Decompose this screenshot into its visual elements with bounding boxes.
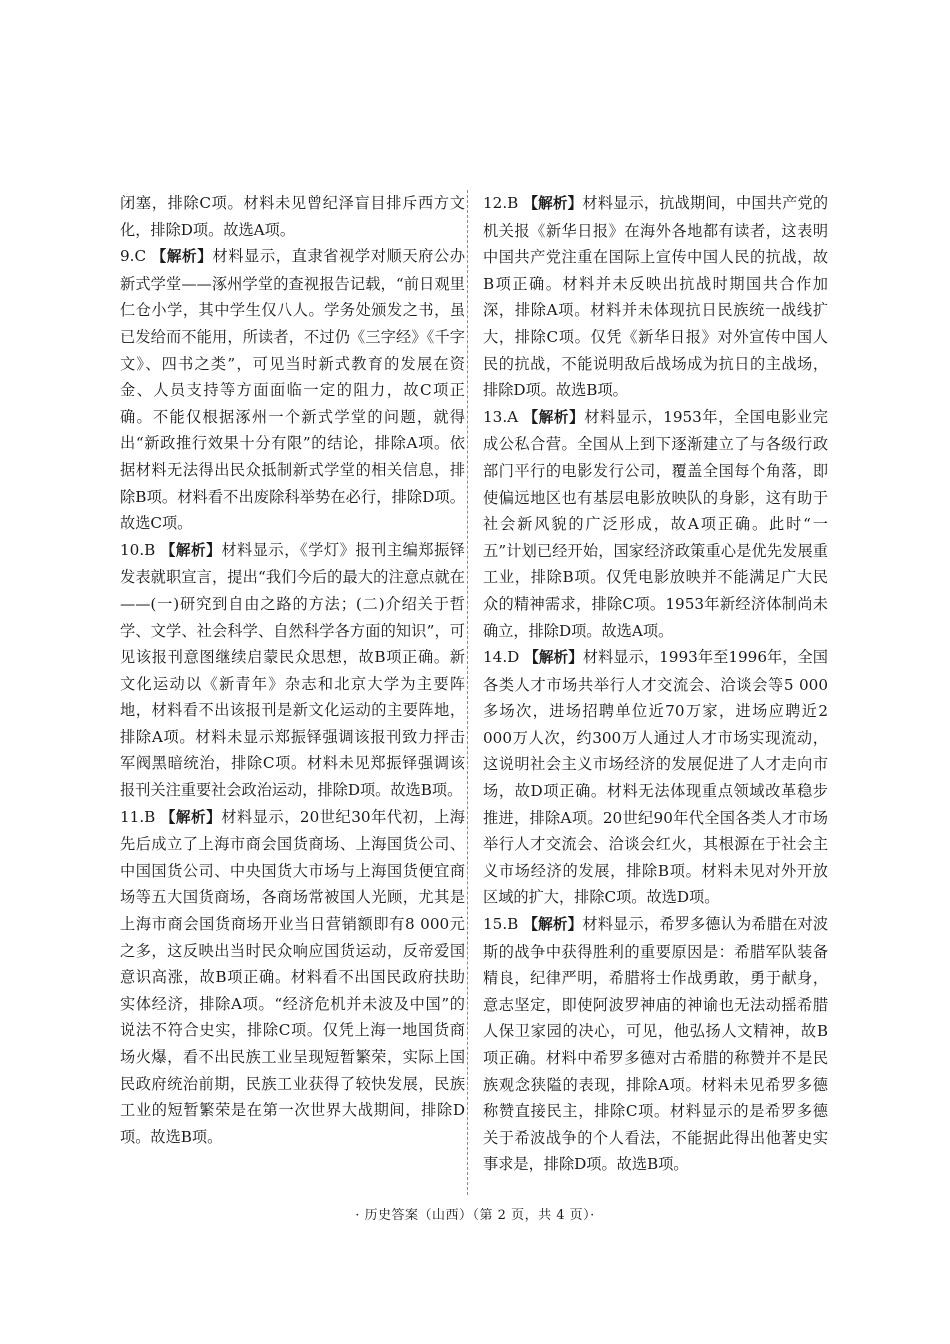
answer-text: 材料显示，1993年至1996年，全国各类人才市场共举行人才交流会、洽谈会等5 000多场次，进场招聘单位近70万家，进场应聘近2 000万人次，约300万人通过人才市场实现流动，这说明社会主义市场经济的发展促进了人才走向市场，故D项正确。材料无法体现重点领域改革稳步推进，排除A项。20世纪90年代全国各类人才市场举行人才交流会、洽谈会红火，其根源在于社会主义市场经济的发展，排除B项。材料未见对外开放区域的扩大，排除C项。故选D项。 xyxy=(483,648,828,907)
answer-item-12 xyxy=(483,190,828,404)
answer-item-9 xyxy=(120,243,465,537)
right-column xyxy=(483,190,828,1178)
answer-number: 14.D xyxy=(483,648,520,667)
answer-number: 12.B xyxy=(483,194,519,212)
analysis-tag: 【解析】 xyxy=(160,541,222,559)
left-column xyxy=(120,190,465,1150)
answer-text: 材料显示，抗战期间，中国共产党的机关报《新华日报》在海外各地都有读者，这表明中国共产党注重在国际上宣传中国人民的抗战，故B项正确。材料并未反映出抗战时期国共合作加深，排除A项。材料并未体现抗日民族统一战线扩大，排除C项。仅凭《新华日报》对外宣传中国人民的抗战，不能说明敌后战场成为抗日的主战场，排除D项。故选B项。 xyxy=(483,194,829,400)
continuation-paragraph: 闭塞，排除C项。材料未见曾纪泽盲目排斥西方文化，排除D项。故选A项。 xyxy=(120,194,465,239)
answer-number: 9.C xyxy=(120,247,147,266)
column-divider xyxy=(467,190,468,1195)
answer-number: 10.B xyxy=(120,540,156,559)
analysis-tag: 【解析】 xyxy=(523,916,583,934)
answer-number: 13.A xyxy=(483,407,519,426)
answer-number: 11.B xyxy=(120,807,156,826)
analysis-tag: 【解析】 xyxy=(151,248,213,266)
answer-text: 材料显示，希罗多德认为希腊在对波斯的战争中获得胜利的重要原因是：希腊军队装备精良，纪律严明，希腊将士作战勇敢，勇于献身，意志坚定，即使阿波罗神庙的神谕也无法动摇希腊人保卫家园的决心，可见，他弘扬人文精神，故B项正确。材料中希罗多德对古希腊的称赞并不是民族观念狭隘的表现，排除A项。材料未见希罗多德称赞直接民主，排除C项。材料显示的是希罗多德关于希波战争的个人看法，不能据此得出他著史实事求是，排除D项。故选B项。 xyxy=(483,915,829,1174)
answer-text: 材料显示，1953年，全国电影业完成公私合营。全国从上到下逐渐建立了与各级行政部门平行的电影发行公司，覆盖全国每个角落，即使偏远地区也有基层电影放映队的身影，这有助于社会新风貌的广泛形成，故A项正确。此时“一五”计划已经开始，国家经济政策重心是优先发展重工业，排除B项。仅凭电影放映并不能满足广大民众的精神需求，排除C项。1953年新经济体制尚未确立，排除D项。故选A项。 xyxy=(483,407,828,640)
answer-item-11 xyxy=(120,804,465,1151)
analysis-tag: 【解析】 xyxy=(523,195,583,212)
page-footer: · 历史答案（山西）（第 2 页，共 4 页）· xyxy=(355,1208,595,1223)
answer-item-10 xyxy=(120,537,465,804)
analysis-tag: 【解析】 xyxy=(160,808,222,826)
analysis-tag: 【解析】 xyxy=(523,408,585,426)
answer-text: 材料显示，《学灯》报刊主编郑振铎发表就职宣言，提出“我们今后的最大的注意点就在——(一)研究到自由之路的方法；(二)介绍关于哲学、文学、社会科学、自然科学各方面的知识”，可见该报刊意图继续启蒙民众思想，故B项正确。新文化运动以《新青年》杂志和北京大学为主要阵地，材料看不出该报刊是新文化运动的主要阵地，排除A项。材料未显示郑振铎强调该报刊致力抨击军阀黑暗统治，排除C项。材料未见郑振铎强调该报刊关注重要社会政治运动，排除D项。故选B项。 xyxy=(120,540,465,800)
analysis-tag: 【解析】 xyxy=(524,649,583,667)
answer-number: 15.B xyxy=(483,915,519,934)
answer-item-15 xyxy=(483,911,828,1178)
answer-item-13 xyxy=(483,404,828,644)
answer-text: 材料显示，20世纪30年代初，上海先后成立了上海市商会国货商场、上海国货公司、中国国货公司、中央国货大市场与上海国货便宜商场等五大国货商场，各商场常被国人光顾，尤其是上海市商会国货商场开业当日营销额即有8 000元之多，这反映出当时民众响应国货运动，反帝爱国意识高涨，故B项正确。材料看不出国民政府扶助实体经济，排除A项。“经济危机并未波及中国”的说法不符合史实，排除C项。仅凭上海一地国货商场火爆，看不出民族工业呈现短暂繁荣，实际上国民政府统治前期，民族工业获得了较快发展，民族工业的短暂繁荣是在第一次世界大战期间，排除D项。故选B项。 xyxy=(120,807,465,1146)
answer-text: 材料显示，直隶省视学对顺天府公办新式学堂——涿州学堂的查视报告记载，“前日观里仁仓小学，其中学生仅八人。学务处颁发之书，虽已发给而不能用，所读者，不过仍《三字经》《千字文》、四书之类”，可见当时新式教育的发展在资金、人员支持等方面面临一定的阻力，故C项正确。不能仅根据涿州一个新式学堂的问题，就得出“新政推行效果十分有限”的结论，排除A项。依据材料无法得出民众抵制新式学堂的相关信息，排除B项。材料看不出废除科举势在必行，排除D项。故选C项。 xyxy=(120,247,466,533)
answer-item-14 xyxy=(483,644,828,911)
